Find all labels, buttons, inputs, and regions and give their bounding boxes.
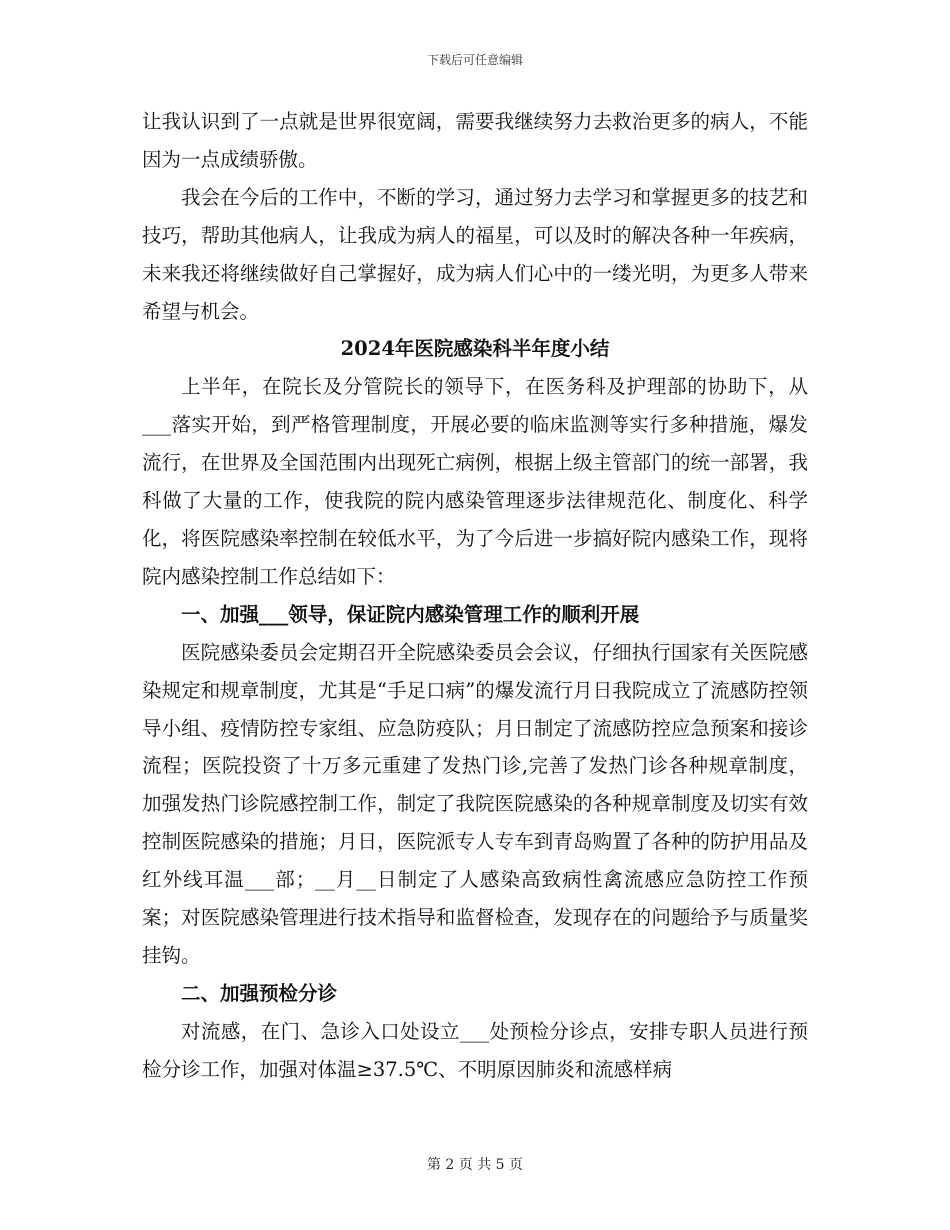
page-header: 下载后可任意编辑 xyxy=(426,53,523,67)
heading-leadership: 一、加强___领导，保证院内感染管理工作的顺利开展 xyxy=(181,602,640,626)
paragraph-committee: 医院感染委员会定期召开全院感染委员会会议，仔细执行国家有关医院感染规定和规章制度，尤其是“手足口病”的爆发流行月日我院成立了流感防控领导小组、疫情防控专家组、应急防疫队；月日制定了流感防控应急预案和接诊流程；医院投资了十万多元重建了发热门诊,完善了发热门诊各种规章制度，加强发热门诊院感控制工作，制定了我院医院感染的各种规章制度及切实有效控制医院感染的措施；月日，医院派专人专车到青岛购置了各种的防护用品及红外线耳温___部；__月__日制定了人感染高致病性禽流感应急防控工作预案；对医院感染管理进行技术指导和监督检查，发现存在的问题给予与质量奖挂钩。 xyxy=(142,640,808,967)
paragraph-continuation: 让我认识到了一点就是世界很宽阔，需要我继续努力去救治更多的病人，不能因为一点成绩骄傲。 xyxy=(142,110,808,171)
paragraph-triage: 对流感，在门、急诊入口处设立___处预检分诊点，安排专职人员进行预检分诊工作，加强对体温≥37.5℃、不明原因肺炎和流感样病 xyxy=(142,1019,808,1081)
page-number-footer: 第 2 页 共 5 页 xyxy=(426,1157,524,1173)
heading-triage: 二、加强预检分诊 xyxy=(181,981,338,1005)
section-title: 2024年医院感染科半年度小结 xyxy=(340,337,610,361)
paragraph-intro: 上半年，在院长及分管院长的领导下，在医务科及护理部的协助下，从___落实开始，到严格管理制度，开展必要的临床监测等实行多种措施，爆发流行，在世界及全国范围内出现死亡病例，根据上级主管部门的统一部署，我科做了大量的工作，使我院的院内感染管理逐步法律规范化、制度化、科学化，将医院感染率控制在较低水平，为了今后进一步搞好院内感染工作，现将院内感染控制工作总结如下： xyxy=(142,375,808,588)
document-body xyxy=(142,103,808,1089)
paragraph-future-work: 我会在今后的工作中，不断的学习，通过努力去学习和掌握更多的技艺和技巧，帮助其他病人，让我成为病人的福星，可以及时的解决各种一年疾病，未来我还将继续做好自己掌握好，成为病人们心中的一缕光明，为更多人带来希望与机会。 xyxy=(142,185,808,323)
